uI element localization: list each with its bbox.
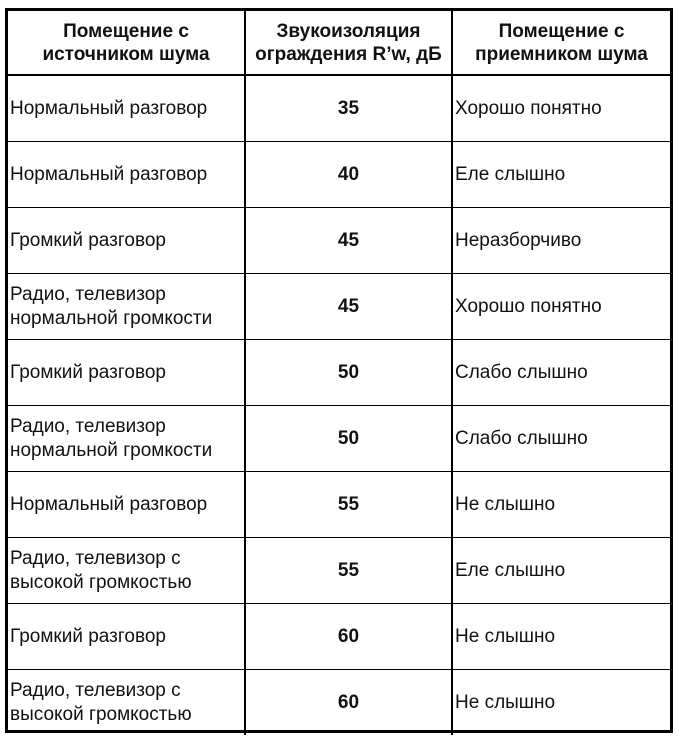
cell-insulation: 55 bbox=[245, 538, 452, 604]
header-line: ограждения R’w, дБ bbox=[255, 43, 442, 65]
cell-source bbox=[8, 340, 245, 406]
cell-receiver: Слабо слышно bbox=[452, 406, 670, 472]
cell-insulation: 55 bbox=[245, 472, 452, 538]
cell-receiver: Не слышно bbox=[452, 670, 670, 736]
cell-insulation: 50 bbox=[245, 406, 452, 472]
cell-text: Радио, телевизор bbox=[10, 283, 166, 305]
header-line: Помещение с bbox=[63, 20, 189, 42]
table-row bbox=[8, 75, 670, 142]
table-row bbox=[8, 604, 670, 670]
table-header-row bbox=[8, 11, 670, 75]
cell-text: Радио, телевизор с bbox=[10, 547, 181, 569]
cell-source bbox=[8, 274, 245, 340]
cell-text: Громкий разговор bbox=[10, 361, 166, 383]
cell-text: Нормальный разговор bbox=[10, 163, 208, 185]
cell-text: Нормальный разговор bbox=[10, 97, 208, 119]
cell-insulation: 50 bbox=[245, 340, 452, 406]
cell-source bbox=[8, 142, 245, 208]
cell-receiver: Неразборчиво bbox=[452, 208, 670, 274]
cell-receiver: Хорошо понятно bbox=[452, 274, 670, 340]
cell-insulation: 60 bbox=[245, 670, 452, 736]
cell-text: Громкий разговор bbox=[10, 625, 166, 647]
cell-insulation: 60 bbox=[245, 604, 452, 670]
table-row bbox=[8, 472, 670, 538]
cell-text: Нормальный разговор bbox=[10, 493, 208, 515]
cell-source bbox=[8, 208, 245, 274]
table-row bbox=[8, 274, 670, 340]
cell-insulation: 35 bbox=[245, 75, 452, 142]
header-line: Помещение с bbox=[498, 20, 625, 42]
table-row bbox=[8, 538, 670, 604]
header-line: источником шума bbox=[42, 43, 210, 65]
sound-insulation-table bbox=[8, 11, 670, 735]
cell-text: Радио, телевизор с bbox=[10, 679, 181, 701]
cell-source bbox=[8, 472, 245, 538]
header-receiver-room bbox=[452, 11, 670, 75]
header-source-room bbox=[8, 11, 245, 75]
table-row bbox=[8, 208, 670, 274]
cell-source bbox=[8, 75, 245, 142]
table-row bbox=[8, 670, 670, 736]
cell-source bbox=[8, 604, 245, 670]
header-line: Звукоизоляция bbox=[276, 20, 421, 42]
header-line: приемником шума bbox=[475, 43, 648, 65]
cell-receiver: Еле слышно bbox=[452, 142, 670, 208]
table-row bbox=[8, 340, 670, 406]
cell-receiver: Не слышно bbox=[452, 472, 670, 538]
table-row bbox=[8, 406, 670, 472]
header-insulation bbox=[245, 11, 452, 75]
cell-source bbox=[8, 538, 245, 604]
cell-receiver: Еле слышно bbox=[452, 538, 670, 604]
cell-insulation: 40 bbox=[245, 142, 452, 208]
cell-source bbox=[8, 670, 245, 736]
cell-text: нормальной громкости bbox=[10, 307, 213, 329]
cell-text: Громкий разговор bbox=[10, 229, 166, 251]
cell-receiver: Слабо слышно bbox=[452, 340, 670, 406]
cell-insulation: 45 bbox=[245, 208, 452, 274]
sound-insulation-table-container bbox=[5, 8, 673, 733]
cell-receiver: Не слышно bbox=[452, 604, 670, 670]
cell-insulation: 45 bbox=[245, 274, 452, 340]
cell-text: нормальной громкости bbox=[10, 439, 213, 461]
cell-text: высокой громкостью bbox=[10, 703, 192, 725]
table-row bbox=[8, 142, 670, 208]
cell-text: Радио, телевизор bbox=[10, 415, 166, 437]
cell-text: высокой громкостью bbox=[10, 571, 192, 593]
cell-source bbox=[8, 406, 245, 472]
cell-receiver: Хорошо понятно bbox=[452, 75, 670, 142]
